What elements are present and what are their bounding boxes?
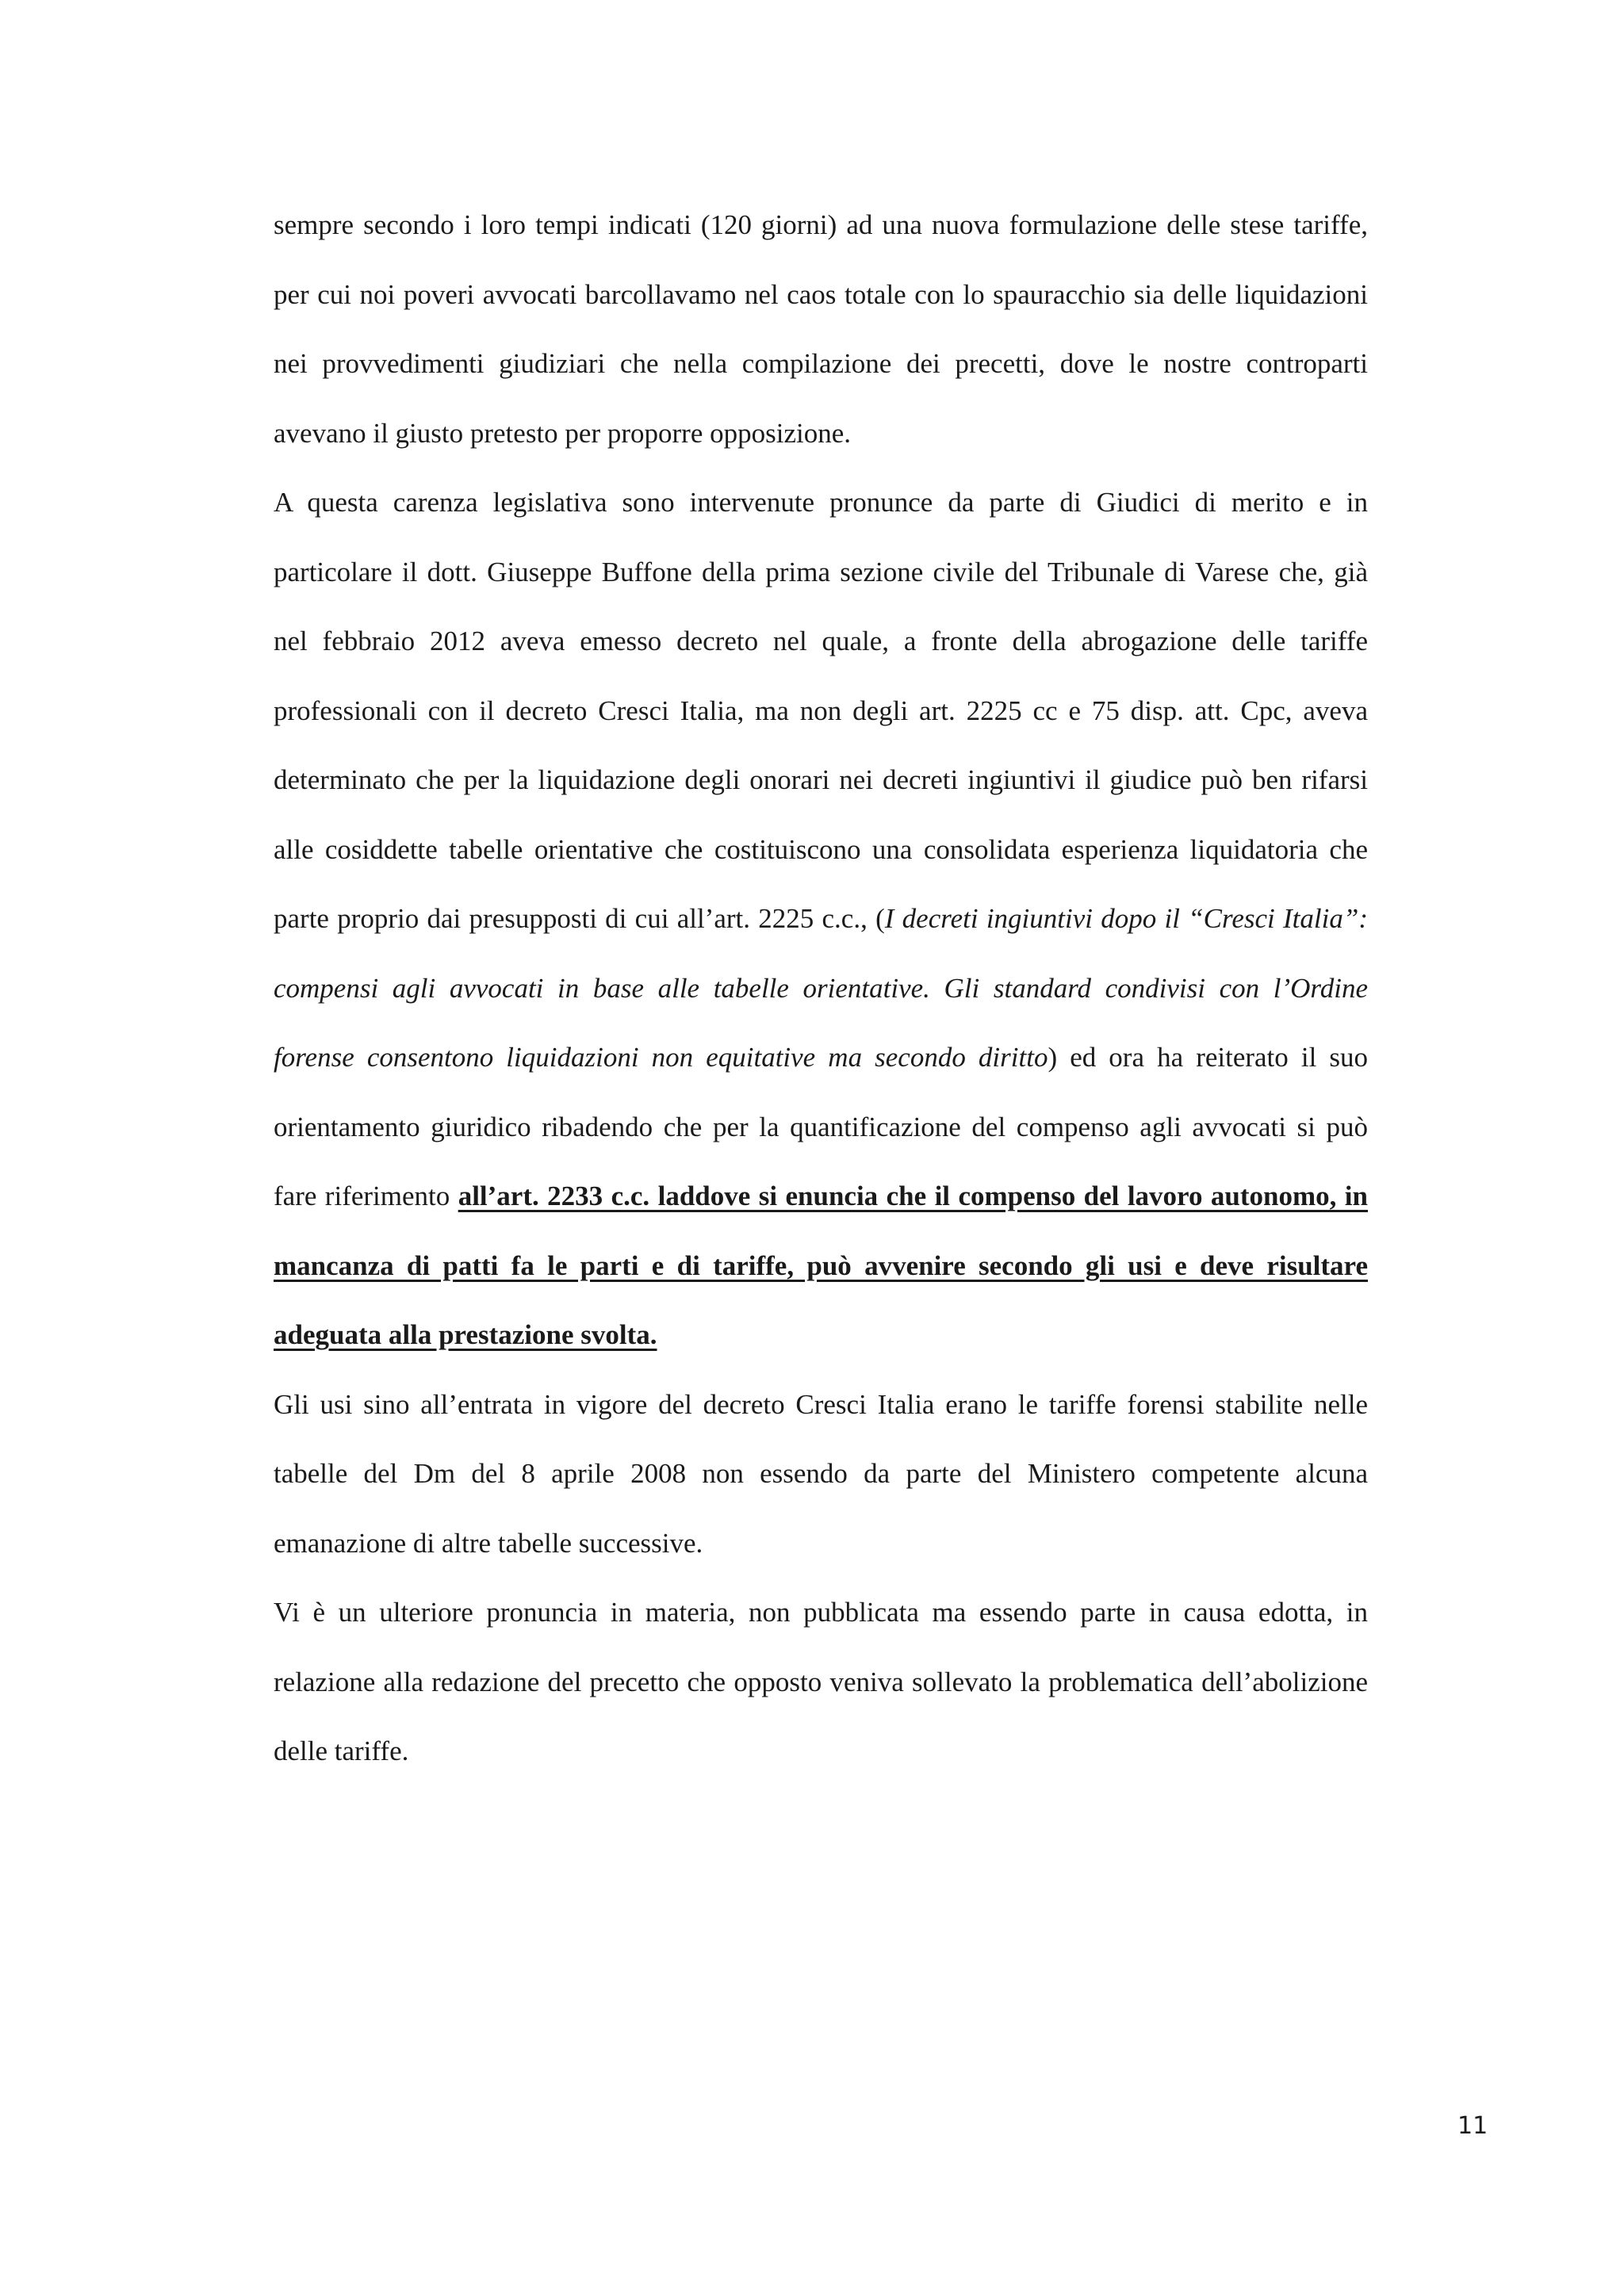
paragraph-3: Gli usi sino all’entrata in vigore del decreto Cresci Italia erano le tariffe forensi stabilite nelle tabelle del Dm del 8 aprile 2008 non essendo da parte del Ministero competente alcuna emanazione di altre tabelle successive. bbox=[274, 1388, 1368, 1559]
article-2233-emphasis: all’art. 2233 c.c. laddove si enuncia che il compenso del lavoro autonomo, in mancanza di patti fa le parti e di tariffe, può avvenire secondo gli usi e deve risultare adeguata alla prestazione svolta. bbox=[274, 1181, 1368, 1350]
article-title-italic: I decreti ingiuntivi dopo il “Cresci Italia”: compensi agli avvocati in base alle tabelle orientative. Gli standard condivisi con l’Ordine forense consentono liquidazioni non equitative ma secondo diritto bbox=[274, 903, 1368, 1073]
paragraph-2-text-start: A questa carenza legislativa sono intervenute pronunce da parte di Giudici di merito e in particolare il dott. Giuseppe Buffone della prima sezione civile del Tribunale di Varese che, già nel febbraio 2012 aveva emesso decreto nel quale, a fronte della abrogazione delle tariffe professionali con il decreto Cresci Italia, ma non degli art. 2225 cc e 75 disp. att. Cpc, aveva determinato che per la liquidazione degli onorari nei decreti ingiuntivi il giudice può ben rifarsi alle cosiddette tabelle orientative che costituiscono una consolidata esperienza liquidatoria che parte proprio dai presupposti di cui all’art. 2225 c.c., ( bbox=[274, 487, 1368, 934]
paragraph-2-text-middle: ) ed ora ha reiterato il suo orientamento giuridico ribadendo che per la quantificazione del compenso agli avvocati si può fare riferimento bbox=[274, 1042, 1369, 1211]
paragraph-2 bbox=[274, 468, 1368, 1370]
paragraph-4: Vi è un ulteriore pronuncia in materia, non pubblicata ma essendo parte in causa edotta, in relazione alla redazione del precetto che opposto veniva sollevato la problematica dell’abolizione delle tariffe. bbox=[274, 1597, 1368, 1766]
page-number: 11 bbox=[1457, 2112, 1488, 2140]
body-text bbox=[274, 190, 1368, 1786]
paragraph-1: sempre secondo i loro tempi indicati (120 giorni) ad una nuova formulazione delle stese tariffe, per cui noi poveri avvocati barcollavamo nel caos totale con lo spauracchio sia delle liquidazioni nei provvedimenti giudiziari che nella compilazione dei precetti, dove le nostre controparti avevano il giusto pretesto per proporre opposizione. bbox=[274, 209, 1368, 449]
